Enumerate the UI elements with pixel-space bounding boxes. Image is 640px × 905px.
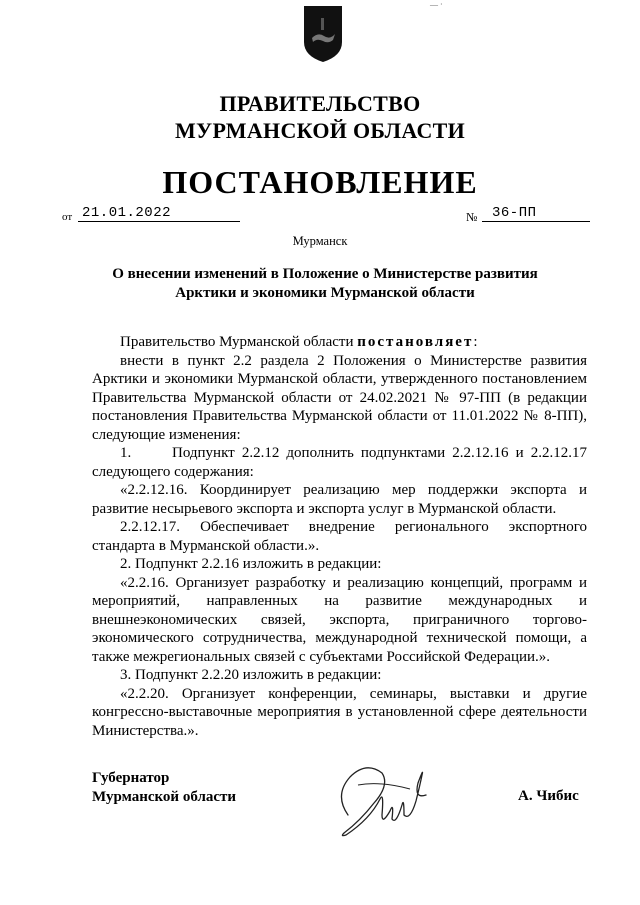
paragraph: «2.2.12.16. Координирует реализацию мер поддержки экспорта и развитие несырьевого экспорта и экспорта услуг в Мурманской области. [92,482,587,517]
coat-of-arms-icon [302,4,344,64]
signatory-title-line-1: Губернатор [92,770,170,786]
decree-word: постановляет [357,334,474,350]
handwritten-signature [330,755,440,845]
paragraph: «2.2.16. Организует разработку и реализацию концепций, программ и мероприятий, направленных на развитие международных и внешнеэкономических связей, экспорта, приграничного торгово-экономического сотрудничества, международной технической помощи, а также межрегиональных связей с субъектами Российской Федерации.». [92,574,587,665]
document-subject [60,265,590,303]
intro-paragraph [92,333,587,352]
intro-start: Правительство Мурманской области [120,334,358,350]
item-1-number: 1. [120,445,132,461]
organization-region: МУРМАНСКОЙ ОБЛАСТИ [174,118,466,143]
document-body [92,333,587,740]
date-prefix: от [62,211,73,223]
subject-line-1: О внесении изменений в Положение о Министерстве развития [112,266,538,282]
organization-name: ПРАВИТЕЛЬСТВО [219,91,421,116]
paragraph: 2.2.12.17. Обеспечивает внедрение регионального экспортного стандарта в Мурманской области.». [92,519,587,554]
paragraph: 2. Подпункт 2.2.16 изложить в редакции: [120,556,382,572]
date-number-row [62,205,592,227]
signatory-title [92,769,236,807]
scan-marks: — · [430,0,443,9]
number-prefix: № [466,210,478,224]
document-number: 36-ПП [482,205,590,222]
item-1-text: Подпункт 2.2.12 дополнить подпунктами 2.2.12.16 и 2.2.12.17 следующего содержания: [92,445,587,480]
document-type: ПОСТАНОВЛЕНИЕ [162,164,478,200]
document-date: 21.01.2022 [78,205,240,222]
intro-end: : [473,334,478,350]
paragraph-item-1 [92,444,587,481]
city: Мурманск [292,234,348,248]
paragraph: внести в пункт 2.2 раздела 2 Положения о Министерстве развития Арктики и экономики Мурманской области, утвержденного постановлением Правительства Мурманской области от 24.02.2021 № 97-ПП (в редакции постановления Правительства Мурманской области от 11.01.2022 № 8-ПП), следующие изменения: [92,352,587,443]
signatory-name: А. Чибис [518,788,579,804]
paragraph: 3. Подпункт 2.2.20 изложить в редакции: [120,667,382,683]
subject-line-2: Арктики и экономики Мурманской области [175,285,475,301]
signatory-title-line-2: Мурманской области [92,789,237,805]
paragraph: «2.2.20. Организует конференции, семинары, выставки и другие конгрессно-выставочные мероприятия в установленной сфере деятельности Министерства.». [92,685,587,739]
